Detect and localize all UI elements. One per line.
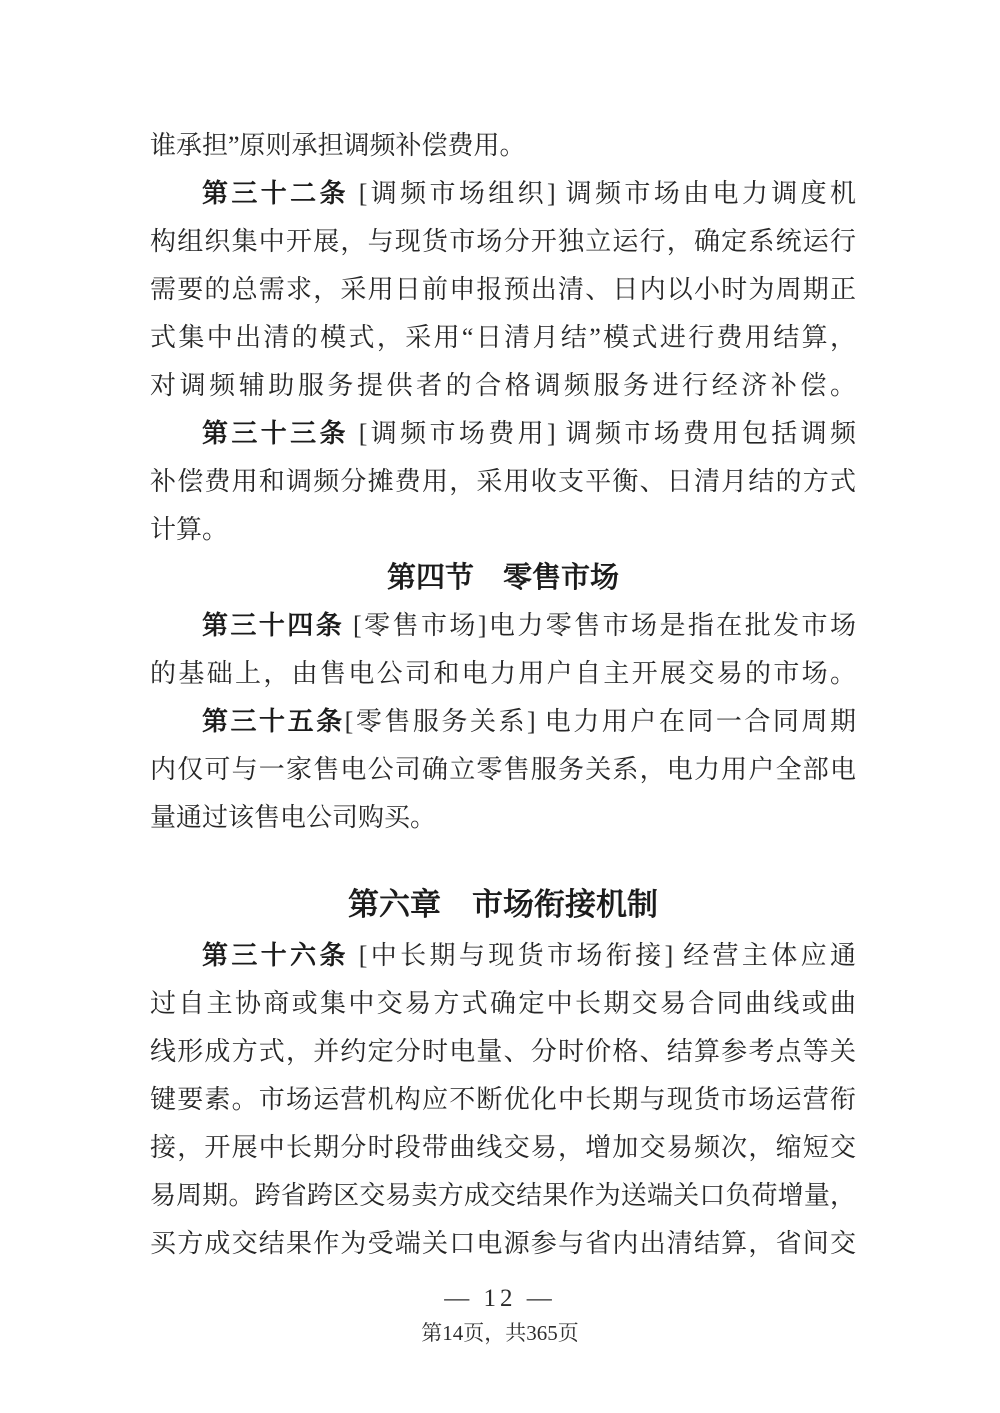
page-footer	[0, 1283, 1000, 1347]
text-segment: [零售服务关系] 电力用户在同一合同周期	[344, 707, 856, 736]
text-segment: [零售市场]电力零售市场是指在批发市场	[344, 611, 856, 640]
article-number: 第三十三条	[202, 419, 349, 448]
text-segment: [中长期与现货市场衔接] 经营主体应通	[348, 941, 856, 970]
document-body	[150, 122, 856, 1268]
text-segment: 构组织集中开展，与现货市场分开独立运行，确定系统运行	[150, 227, 856, 256]
article-number: 第三十六条	[202, 941, 349, 970]
text-segment: 内仅可与一家售电公司确立零售服务关系，电力用户全部电	[150, 755, 856, 784]
text-segment: 的基础上，由售电公司和电力用户自主开展交易的市场。	[150, 659, 856, 688]
text-line	[150, 1172, 856, 1220]
article-number: 第三十五条	[202, 707, 345, 736]
text-line	[150, 602, 856, 650]
text-segment: [调频市场费用] 调频市场费用包括调频	[348, 419, 856, 448]
text-segment: 键要素。市场运营机构应不断优化中长期与现货市场运营衔	[150, 1085, 856, 1114]
text-line	[150, 980, 856, 1028]
chapter-heading	[150, 880, 856, 930]
text-line	[150, 314, 856, 362]
text-segment: 对调频辅助服务提供者的合格调频服务进行经济补偿。	[150, 371, 856, 400]
text-line	[150, 458, 856, 506]
text-segment: 接，开展中长期分时段带曲线交易，增加交易频次，缩短交	[150, 1133, 856, 1162]
text-line	[150, 932, 856, 980]
text-segment: 计算。	[150, 515, 229, 544]
text-line	[150, 122, 856, 170]
text-segment: 易周期。跨省跨区交易卖方成交结果作为送端关口负荷增量，	[150, 1181, 856, 1210]
text-line	[150, 1076, 856, 1124]
text-line	[150, 1220, 856, 1268]
text-segment: 第六章 市场衔接机制	[348, 887, 658, 922]
text-segment: [调频市场组织] 调频市场由电力调度机	[348, 179, 856, 208]
text-segment: 买方成交结果作为受端关口电源参与省内出清结算，省间交	[150, 1229, 856, 1258]
article-number: 第三十二条	[202, 179, 349, 208]
text-line	[150, 362, 856, 410]
text-segment: 需要的总需求，采用日前申报预出清、日内以小时为周期正	[150, 275, 856, 304]
text-line	[150, 650, 856, 698]
text-segment: 量通过该售电公司购买。	[150, 803, 437, 832]
text-line	[150, 794, 856, 842]
article-number: 第三十四条	[202, 611, 345, 640]
page-number: — 12 —	[444, 1285, 556, 1312]
text-segment: 式集中出清的模式，采用“日清月结”模式进行费用结算，	[150, 323, 856, 352]
text-segment: 过自主协商或集中交易方式确定中长期交易合同曲线或曲	[150, 989, 856, 1018]
text-line	[150, 1028, 856, 1076]
text-line	[150, 218, 856, 266]
text-line	[150, 746, 856, 794]
text-line	[150, 1124, 856, 1172]
text-segment: 补偿费用和调频分摊费用，采用收支平衡、日清月结的方式	[150, 467, 856, 496]
page-info-label: 第14页，共365页	[421, 1321, 579, 1345]
text-line	[150, 170, 856, 218]
text-segment: 谁承担”原则承担调频补偿费用。	[150, 131, 526, 160]
text-line	[150, 266, 856, 314]
text-segment: 线形成方式，并约定分时电量、分时价格、结算参考点等关	[150, 1037, 856, 1066]
text-line	[150, 506, 856, 554]
text-line	[150, 410, 856, 458]
text-segment: 第四节 零售市场	[386, 562, 619, 594]
text-line	[150, 698, 856, 746]
section-heading	[150, 554, 856, 602]
